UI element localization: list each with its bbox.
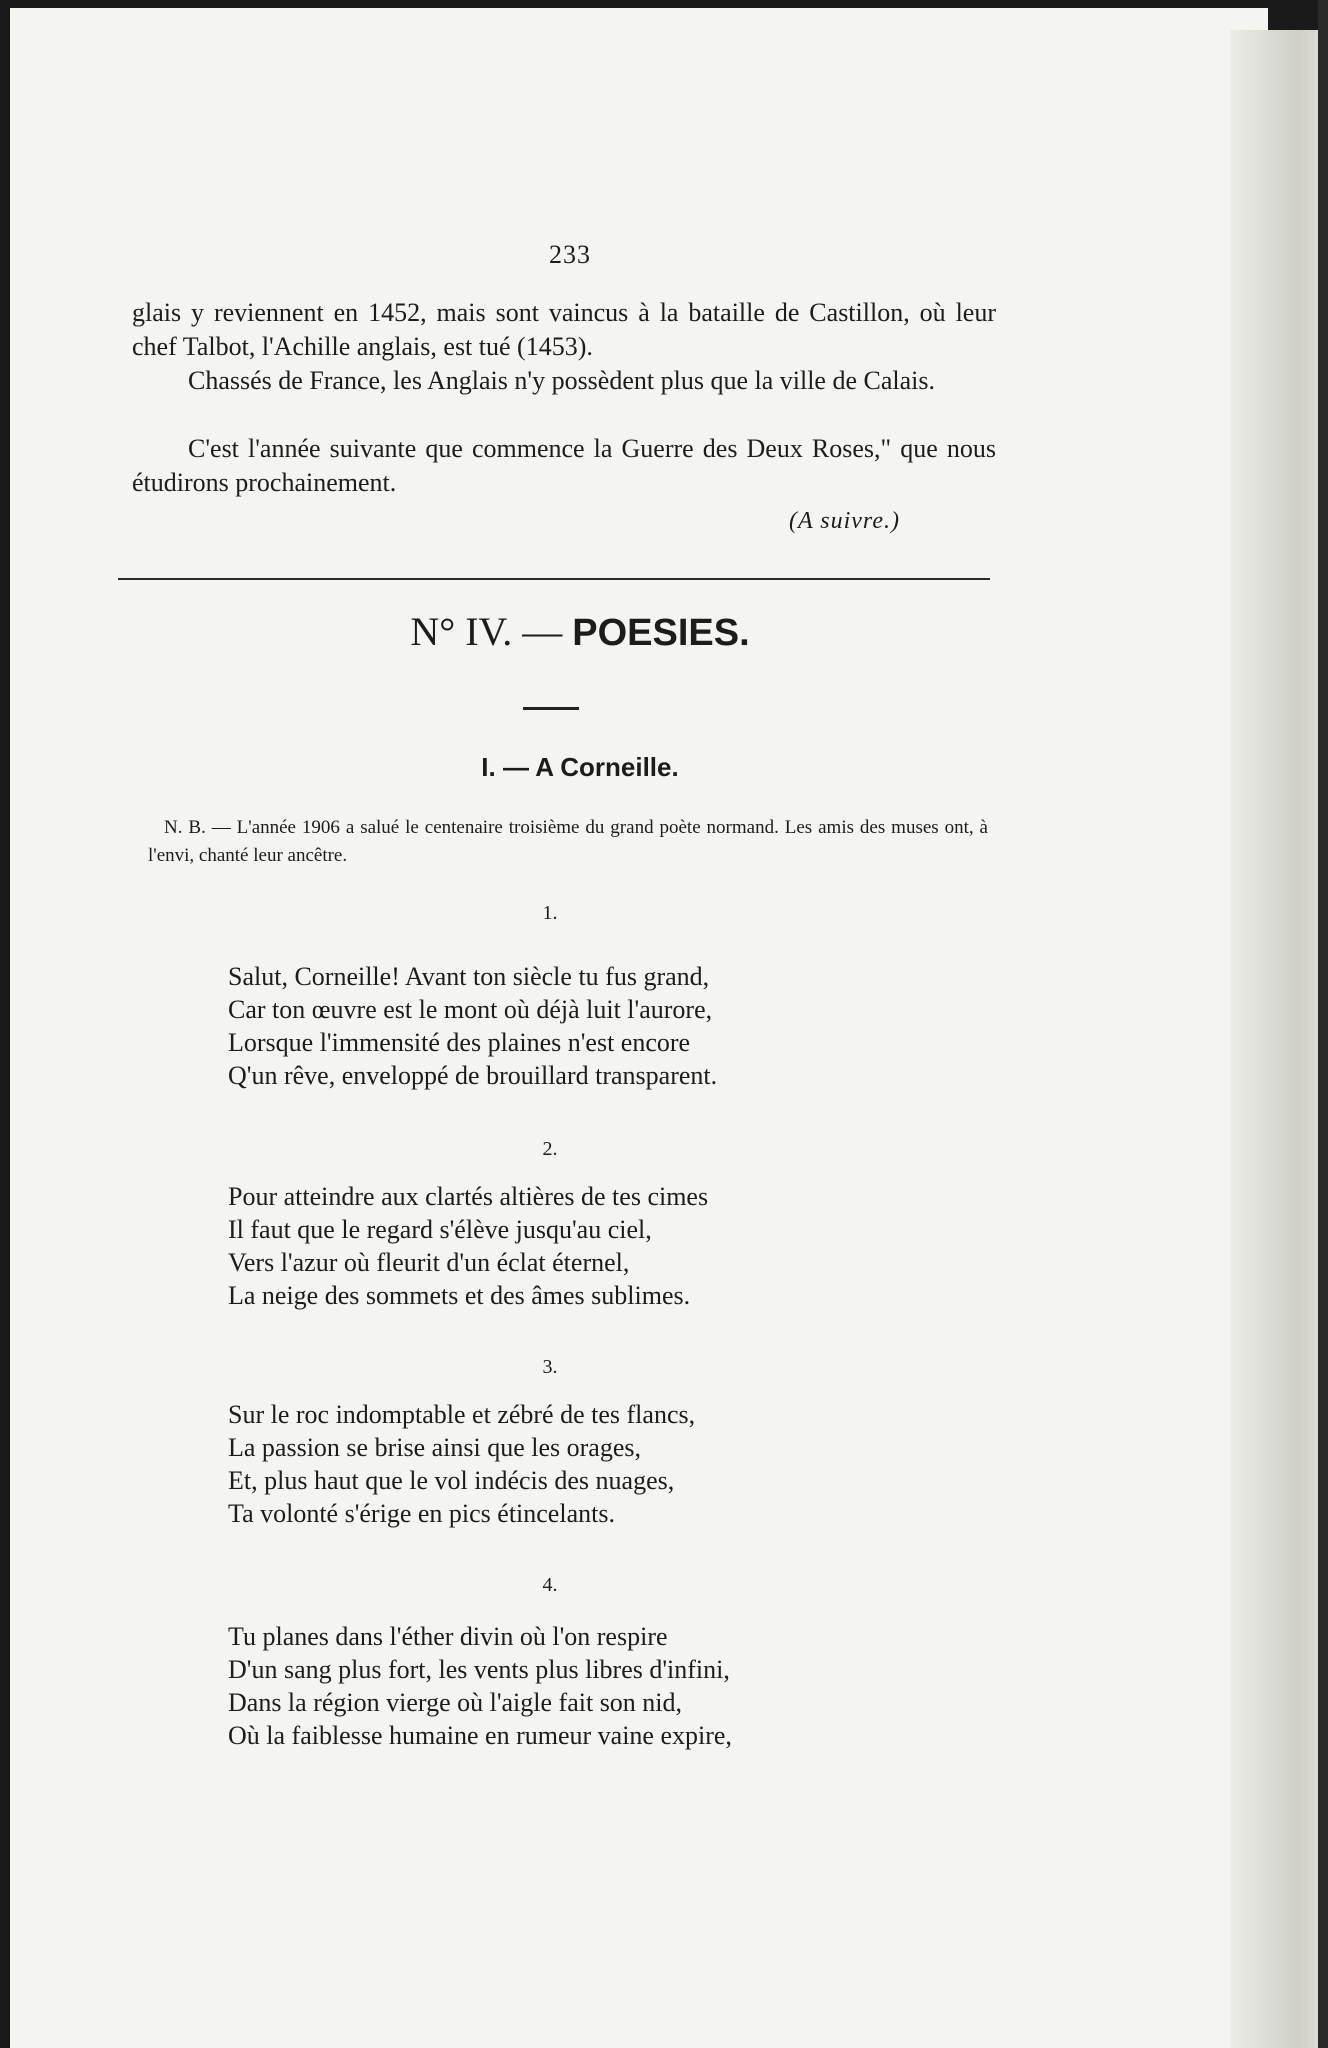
stanza xyxy=(228,1398,888,1530)
verse-line: Ta volonté s'érige en pics étincelants. xyxy=(228,1499,615,1528)
verse-line: Lorsque l'immensité des plaines n'est encore xyxy=(228,1028,691,1057)
page-number: 233 xyxy=(549,240,591,269)
verse-line: La neige des sommets et des âmes sublimes. xyxy=(228,1281,691,1310)
verse-line: Pour atteindre aux clartés altières de tes cimes xyxy=(228,1182,709,1211)
verse-line: Sur le roc indomptable et zébré de tes flancs, xyxy=(228,1400,696,1429)
verse-line: Où la faiblesse humaine en rumeur vaine expire, xyxy=(228,1721,732,1750)
stanza-number: 4. xyxy=(542,1574,558,1596)
verse-line: Et, plus haut que le vol indécis des nuages, xyxy=(228,1466,675,1495)
verse-line: Dans la région vierge où l'aigle fait son nid, xyxy=(228,1688,683,1717)
section-heading xyxy=(0,608,1160,655)
section-number: N° IV. — xyxy=(410,609,563,654)
stanza xyxy=(228,960,888,1092)
verse-line: Il faut que le regard s'élève jusqu'au ciel, xyxy=(228,1215,652,1244)
prose-paragraph: Chassés de France, les Anglais n'y possèdent plus que la ville de Calais. xyxy=(188,366,935,395)
verse-line: La passion se brise ainsi que les orages, xyxy=(228,1433,642,1462)
section-title: POESIES. xyxy=(572,612,750,654)
prose-paragraph: glais y reviennent en 1452, mais sont vaincus à la bataille de Castillon, où leur chef Talbot, l'Achille anglais, est tué (1453). xyxy=(132,298,996,361)
prose-paragraph: C'est l'année suivante que commence la Guerre des Deux Roses," que nous étudirons prochainement. xyxy=(132,434,996,497)
continuation-note: (A suivre.) xyxy=(789,508,900,534)
section-divider xyxy=(118,578,990,580)
verse-line: Salut, Corneille! Avant ton siècle tu fus grand, xyxy=(228,962,710,991)
stanza-number: 1. xyxy=(542,902,558,924)
poem-title: I. — A Corneille. xyxy=(481,752,679,782)
stanza xyxy=(228,1180,888,1312)
page-edge xyxy=(1230,30,1328,2048)
nb-note: N. B. — L'année 1906 a salué le centenaire troisième du grand poète normand. Les amis des muses ont, à l'envi, chanté leur ancêtre. xyxy=(148,817,988,866)
verse-line: Car ton œuvre est le mont où déjà luit l'aurore, xyxy=(228,995,713,1024)
verse-line: Tu planes dans l'éther divin où l'on respire xyxy=(228,1622,668,1651)
stanza xyxy=(228,1620,888,1752)
page-edge-shadow xyxy=(1318,0,1328,2048)
verse-line: D'un sang plus fort, les vents plus libres d'infini, xyxy=(228,1655,730,1684)
stanza-number: 2. xyxy=(542,1138,558,1160)
verse-line: Q'un rêve, enveloppé de brouillard transparent. xyxy=(228,1061,718,1090)
stanza-number: 3. xyxy=(542,1356,558,1378)
title-rule xyxy=(523,707,579,710)
verse-line: Vers l'azur où fleurit d'un éclat éternel, xyxy=(228,1248,630,1277)
